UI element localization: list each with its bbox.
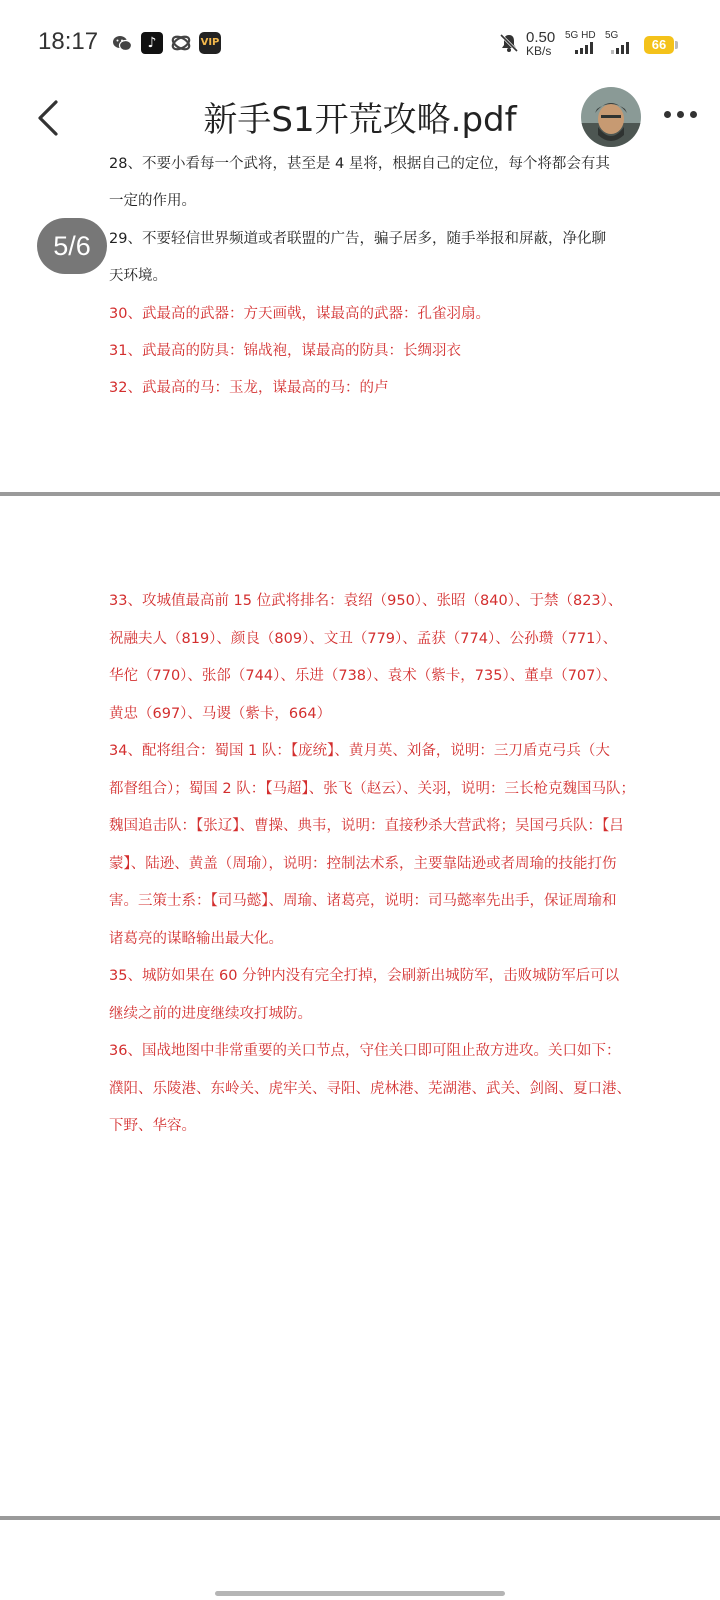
doc-line: 30、武最高的武器：方天画戟，谋最高的武器：孔雀羽扇。 — [109, 306, 490, 322]
signal1-bars-icon — [575, 42, 593, 54]
pdf-page-current — [0, 496, 720, 1496]
battery-level: 66 — [644, 36, 674, 54]
doc-line: 28、不要小看每一个武将，甚至是 4 星将，根据自己的定位，每个将都会有其 — [109, 156, 610, 172]
doc-line: 蒙】、陆逊、黄盖（周瑜），说明：控制法术系，主要靠陆逊或者周瑜的技能打伤 — [109, 856, 617, 872]
signal2-bars-icon — [611, 42, 629, 54]
doc-line: 濮阳、乐陵港、东岭关、虎牢关、寻阳、虎林港、芜湖港、武关、剑阁、夏口港、 — [109, 1081, 631, 1097]
doc-line: 继续之前的进度继续攻打城防。 — [109, 1006, 312, 1022]
back-arrow-icon[interactable] — [32, 96, 72, 140]
network-speed — [526, 30, 555, 58]
signal2-label: 5G — [605, 30, 619, 41]
doc-line: 诸葛亮的谋略输出最大化。 — [109, 931, 283, 947]
wechat-icon — [111, 32, 133, 54]
doc-line: 下野、华容。 — [109, 1118, 196, 1134]
doc-line: 35、城防如果在 60 分钟内没有完全打掉，会刷新出城防军，击败城防军后可以 — [109, 968, 620, 984]
status-time: 18:17 — [38, 28, 99, 55]
signal1-label: 5G HD — [565, 30, 596, 41]
doc-line: 都督组合）；蜀国 2 队：【马超】、张飞（赵云）、关羽，说明：三长枪克魏国马队； — [109, 781, 635, 797]
loop-app-icon — [170, 32, 192, 54]
doc-line: 一定的作用。 — [109, 193, 196, 209]
app-header — [0, 84, 720, 152]
doc-line: 黄忠（697）、马谡（紫卡，664） — [109, 706, 332, 722]
network-speed-unit: KB/s — [526, 44, 552, 58]
avatar[interactable] — [581, 87, 641, 147]
network-speed-value: 0.50 — [526, 29, 556, 46]
home-indicator[interactable] — [215, 1591, 505, 1596]
doc-line: 29、不要轻信世界频道或者联盟的广告，骗子居多，随手举报和屏蔽，净化聊 — [109, 231, 606, 247]
doc-line: 天环境。 — [109, 268, 167, 284]
doc-line: 32、武最高的马：玉龙，谋最高的马：的卢 — [109, 380, 389, 396]
doc-line: 害。三策士系：【司马懿】、周瑜、诸葛亮，说明：司马懿率先出手，保证周瑜和 — [109, 893, 617, 909]
page-separator — [0, 1516, 720, 1520]
doc-line: 36、国战地图中非常重要的关口节点，守住关口即可阻止敌方进攻。关口如下： — [109, 1043, 621, 1059]
tiktok-icon: ♪ — [141, 32, 163, 54]
document-title: 新手S1开荒攻略.pdf — [203, 100, 517, 140]
doc-line: 华佗（770）、张郃（744）、乐进（738）、袁术（紫卡，735）、董卓（707）、 — [109, 668, 618, 684]
vip-app-icon: VIP — [199, 32, 221, 54]
doc-line: 魏国追击队：【张辽】、曹操、典韦，说明：直接秒杀大营武将；吴国弓兵队：【吕 — [109, 818, 624, 834]
doc-line: 31、武最高的防具：锦战袍，谋最高的防具：长绸羽衣 — [109, 343, 461, 359]
page-indicator: 5/6 — [37, 218, 107, 274]
doc-line: 34、配将组合：蜀国 1 队：【庞统】、黄月英、刘备，说明：三刀盾克弓兵（大 — [109, 743, 610, 759]
bell-muted-icon — [499, 33, 519, 53]
more-options-icon[interactable] — [664, 102, 704, 126]
doc-line: 祝融夫人（819）、颜良（809）、文丑（779）、孟获（774）、公孙瓒（771）、 — [109, 631, 618, 647]
status-bar — [0, 0, 720, 84]
pdf-viewer[interactable] — [0, 152, 720, 1600]
avatar-warrior-icon — [581, 87, 641, 147]
battery-tip — [675, 41, 678, 49]
doc-line: 33、攻城值最高前 15 位武将排名：袁绍（950）、张昭（840）、于禁（823）、 — [109, 593, 623, 609]
